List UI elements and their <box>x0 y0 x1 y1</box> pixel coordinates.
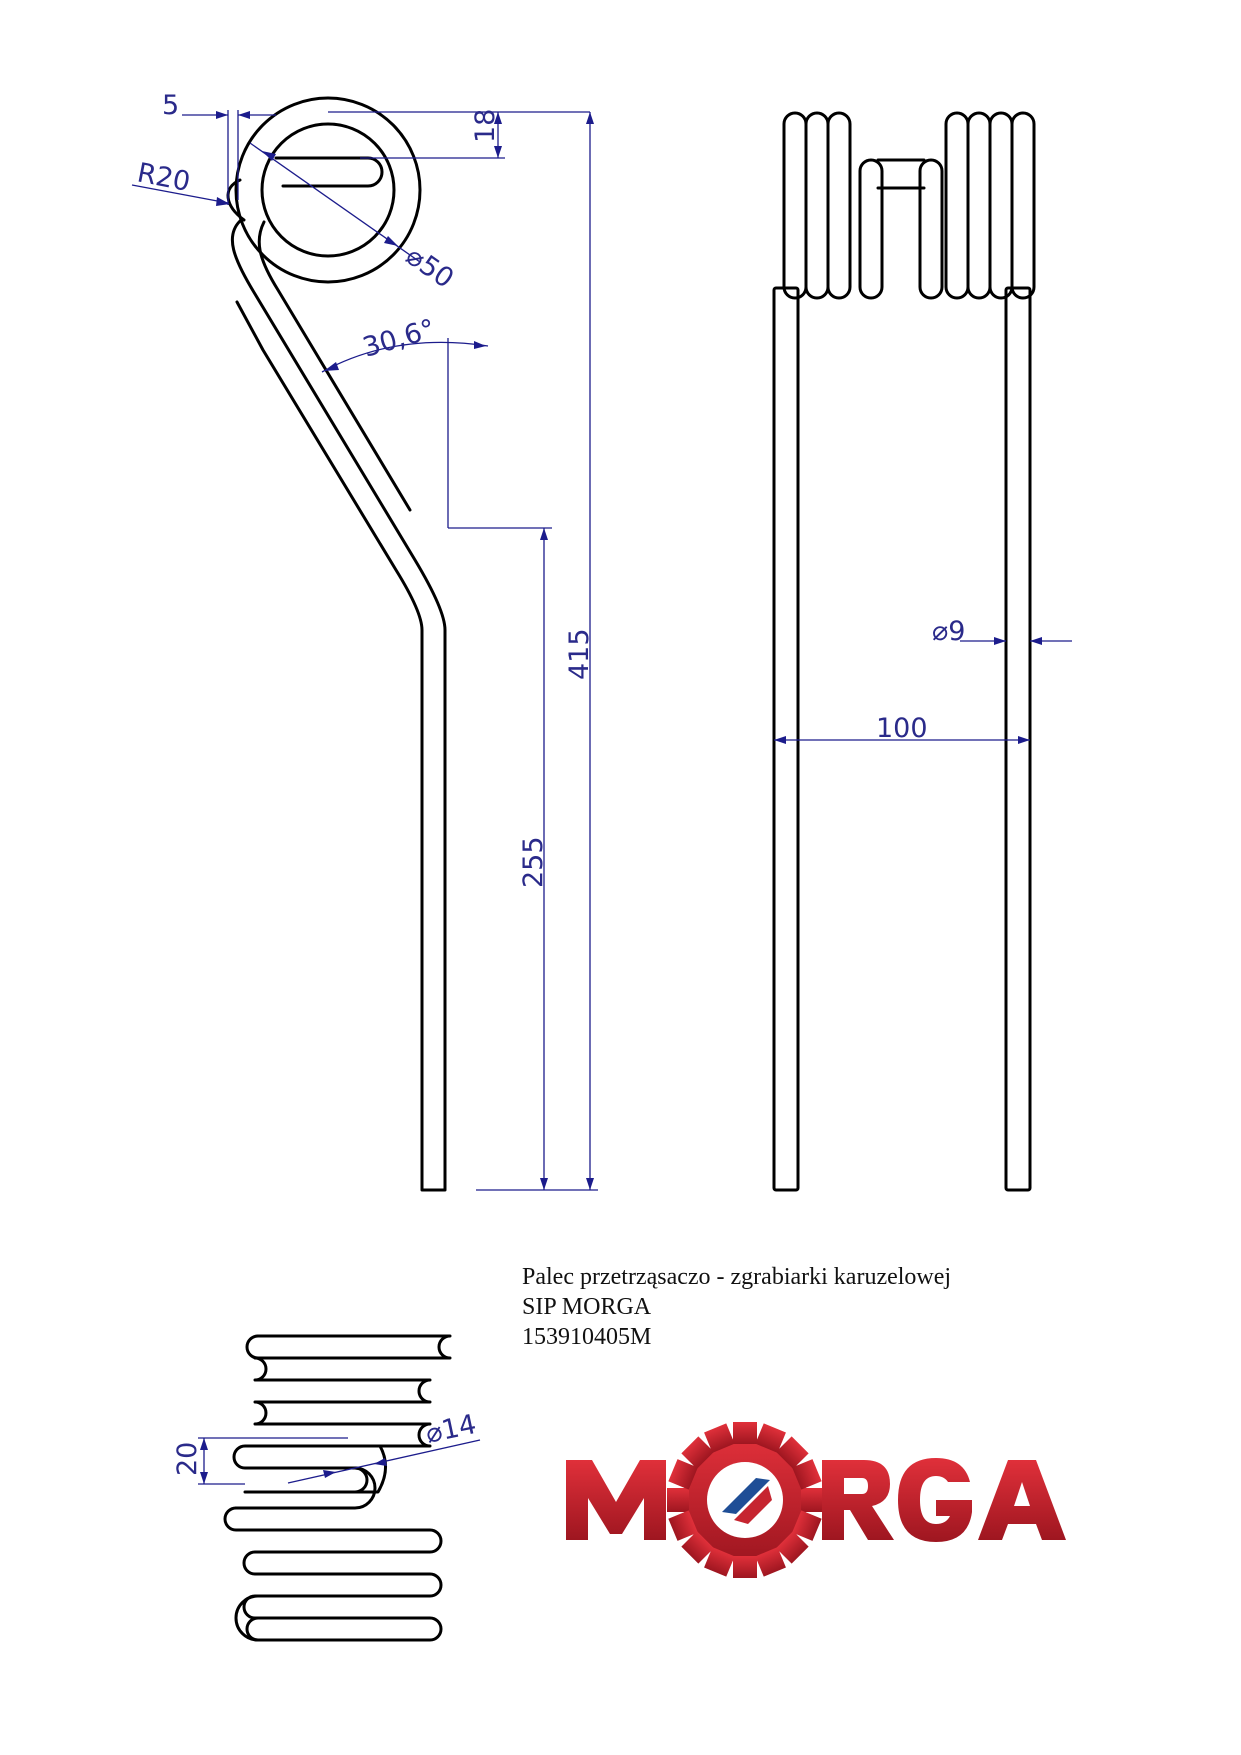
part-number: 153910405M <box>522 1324 652 1350</box>
dim-bend-angle-label: 30,6° <box>359 313 439 364</box>
right-coil-turn <box>946 113 968 298</box>
front-view-dimensions <box>774 616 1072 744</box>
dim-total-length-label: 415 <box>564 628 595 680</box>
right-coil-turn <box>1012 113 1034 298</box>
coil-detail-outline <box>247 1618 258 1640</box>
dim-wire-offset-label: 5 <box>162 90 180 121</box>
left-coil-turn <box>806 113 828 298</box>
logo-letter-a <box>978 1460 1066 1540</box>
dim-eye-offset-label: 18 <box>470 108 501 143</box>
dim-bend-radius-label: R20 <box>134 157 193 199</box>
morga-logo <box>566 1422 1066 1578</box>
manufacturer: SIP MORGA <box>522 1294 652 1320</box>
coil-detail-outline <box>234 1336 450 1508</box>
coil-detail-outline <box>247 1336 258 1358</box>
right-coil-turn <box>920 160 942 298</box>
coil-detail-view <box>225 1336 450 1640</box>
dim-eye-diameter-label: ⌀50 <box>399 240 460 295</box>
dim-coil-diameter-label: ⌀14 <box>423 1408 479 1450</box>
tine-outline-outer <box>232 221 445 1190</box>
left-coil-turn <box>828 113 850 298</box>
right-coil-turn <box>990 113 1012 298</box>
logo-letter-r <box>822 1460 894 1540</box>
left-coil-turn <box>784 113 806 298</box>
eye-inner-circle <box>262 124 394 256</box>
title-block <box>522 1262 951 1352</box>
right-coil-turn <box>968 113 990 298</box>
dim-tine-spacing-label: 100 <box>876 713 928 744</box>
logo-letter-g <box>898 1458 972 1542</box>
left-coil-turn <box>860 160 882 298</box>
front-view <box>774 113 1034 1190</box>
logo-gear-o <box>667 1422 823 1578</box>
dim-straight-length-label: 255 <box>518 836 549 888</box>
part-description: Palec przetrząsaczo - zgrabiarki karuzelowej <box>522 1264 952 1290</box>
coil-detail-outline <box>245 1468 367 1492</box>
side-view-dimensions <box>132 90 598 1190</box>
coil-detail-outline <box>225 1508 441 1640</box>
logo-letter-m <box>566 1460 666 1540</box>
dim-wire-diameter-label: ⌀9 <box>932 616 966 647</box>
dim-coil-pitch-label: 20 <box>172 1441 203 1476</box>
eye-outer-circle <box>236 98 420 282</box>
